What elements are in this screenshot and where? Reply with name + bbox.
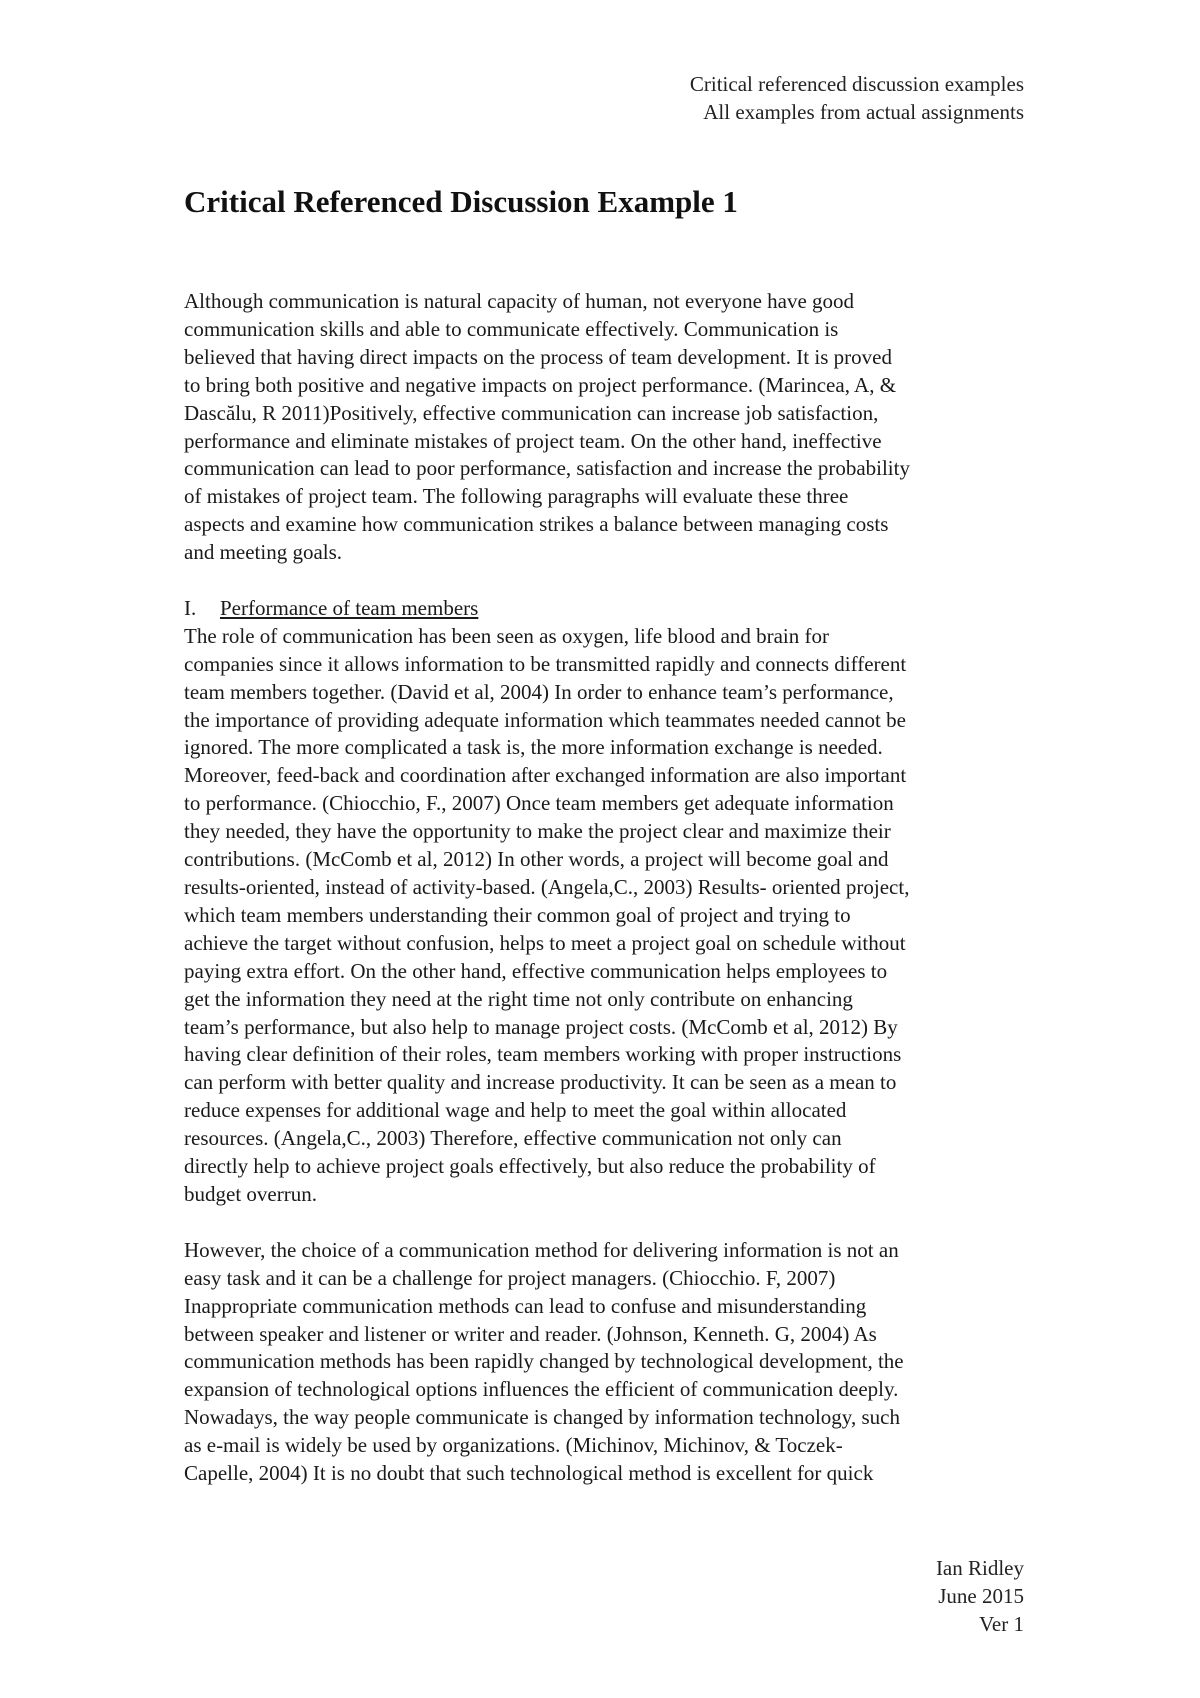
header-line-2: All examples from actual assignments [703,100,1024,124]
page-header [690,70,1024,126]
page-footer [936,1554,1024,1638]
footer-author: Ian Ridley [935,1556,1024,1580]
footer-date: June 2015 [938,1584,1024,1608]
section-title: Performance of team members [220,595,479,620]
footer-version: Ver 1 [979,1612,1024,1636]
section-heading [184,595,1034,623]
section-number: I. [184,595,197,620]
section-paragraph-1: The role of communication has been seen as oxygen, life blood and brain for companies since it allows information to be transmitted rapidly and connects different team members together. (David et al, 2004) In order to enhance team’s performance, the importance of providing adequate information which teammates needed cannot be ignored. The more complicated a task is, the more information exchange is needed. Moreover, feed-back and coordination after exchanged information are also important to performance. (Chiocchio, F., 2007) Once team members get adequate information they needed, they have the opportunity to make the project clear and maximize their contributions. (McComb et al, 2012) In other words, a project will become goal and results-oriented, instead of activity-based. (Angela,C., 2003) Results- oriented project, which team members understanding their common goal of project and trying to achieve the target without confusion, helps to meet a project goal on schedule without paying extra effort. On the other hand, effective communication helps employees to get the information they need at the right time not only contribute on enhancing team’s performance, but also help to manage project costs. (McComb et al, 2012) By having clear definition of their roles, team members working with proper instructions can perform with better quality and increase productivity. It can be seen as a mean to reduce expenses for additional wage and help to meet the goal within allocated resources. (Angela,C., 2003) Therefore, effective communication not only can directly help to achieve project goals effectively, but also reduce the probability of budget overrun. [184,623,910,1206]
document-title: Critical Referenced Discussion Example 1 [184,184,738,219]
paragraph-spacer [184,567,1034,595]
section-paragraph-2: However, the choice of a communication method for delivering information is not an easy task and it can be a challenge for project managers. (Chiocchio. F, 2007) Inappropriate communication methods can lead to confuse and misunderstanding between speaker and listener or writer and reader. (Johnson, Kenneth. G, 2004) As communication methods has been rapidly changed by technological development, the expansion of technological options influences the efficient of communication deeply. Nowadays, the way people communicate is changed by information technology, such as e-mail is widely be used by organizations. (Michinov, Michinov, & Toczek- Capelle, 2004) It is no doubt that such technological method is excellent for quick [184,1237,904,1486]
paragraph-spacer [184,1209,1034,1237]
intro-paragraph: Although communication is natural capacity of human, not everyone have good communication skills and able to communicate effectively. Communication is believed that having direct impacts on the process of team development. It is proved to bring both positive and negative impacts on project performance. (Marincea, A, & Dascălu, R 2011)Positively, effective communication can increase job satisfaction, performance and eliminate mistakes of project team. On the other hand, ineffective communication can lead to poor performance, satisfaction and increase the probability of mistakes of project team. The following paragraphs will evaluate these three aspects and examine how communication strikes a balance between managing costs and meeting goals. [184,289,910,565]
document-body [184,288,1034,1488]
header-line-1: Critical referenced discussion examples [689,72,1024,96]
